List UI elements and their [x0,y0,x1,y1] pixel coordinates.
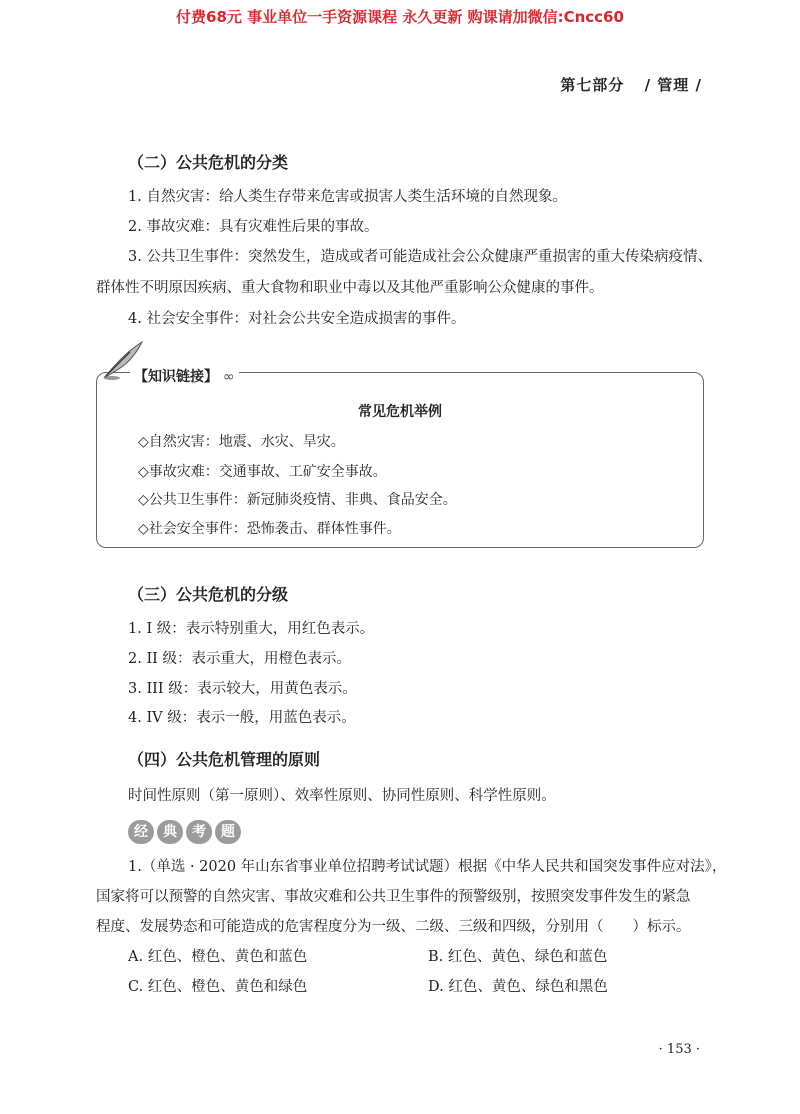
option-c: C. 红色、橙色、黄色和绿色 [128,979,308,995]
list-item: 1. 自然灾害：给人类生存带来危害或损害人类生活环境的自然现象。 [128,189,567,205]
list-item: 2. II 级：表示重大，用橙色表示。 [128,651,352,667]
section-title: （三）公共危机的分级 [128,585,289,604]
option-a: A. 红色、橙色、黄色和蓝色 [128,949,308,965]
list-item: 4. IV 级：表示一般，用蓝色表示。 [128,710,356,726]
section-title: （四）公共危机管理的原则 [128,750,321,769]
section-title: （二）公共危机的分类 [128,153,289,172]
knowledge-label-text: 【知识链接】 [134,369,218,385]
badge-char: 经 [128,820,154,844]
badge-char: 考 [186,820,212,844]
classic-exam-badge [128,820,241,846]
question-line: 1.（单选 · 2020 年山东省事业单位招聘考试试题）根据《中华人民共和国突发事件应对法》， [128,859,727,875]
part-label: 第七部分 [560,76,625,94]
badge-char: 题 [215,820,241,844]
knowledge-label [130,366,239,386]
question-line: 程度、发展势态和可能造成的危害程度分为一级、二级、三级和四级，分别用（ ）标示。 [96,919,691,935]
knowledge-heading: 常见危机举例 [358,404,442,420]
chapter-label: / 管理 / [644,76,702,94]
question-line: 国家将可以预警的自然灾害、事故灾难和公共卫生事件的预警级别，按照突发事件发生的紧急 [96,889,691,905]
page-header [560,74,702,95]
list-item: 2. 事故灾难：具有灾难性后果的事故。 [128,219,379,235]
list-item: 3. 公共卫生事件：突然发生，造成或者可能造成社会公众健康严重损害的重大传染病疫情、 [128,249,712,265]
list-item: 3. III 级：表示较大，用黄色表示。 [128,681,357,697]
badge-char: 典 [157,820,183,844]
list-item: 群体性不明原因疾病、重大食物和职业中毒以及其他严重影响公众健康的事件。 [96,280,604,296]
watermark-banner: 付费68元 事业单位一手资源课程 永久更新 购课请加微信:Cncc60 [176,8,624,26]
paragraph: 时间性原则（第一原则）、效率性原则、协同性原则、科学性原则。 [128,788,556,804]
option-b: B. 红色、黄色、绿色和蓝色 [428,949,608,965]
option-d: D. 红色、黄色、绿色和黑色 [428,979,608,995]
knowledge-item: ◇事故灾难：交通事故、工矿安全事故。 [138,464,387,480]
list-item: 4. 社会安全事件：对社会公共安全造成损害的事件。 [128,311,466,327]
knowledge-item: ◇公共卫生事件：新冠肺炎疫情、非典、食品安全。 [138,492,457,508]
knowledge-item: ◇社会安全事件：恐怖袭击、群体性事件。 [138,521,401,537]
list-item: 1. I 级：表示特别重大，用红色表示。 [128,621,375,637]
knowledge-item: ◇自然灾害：地震、水灾、旱灾。 [138,434,345,450]
page-number: · 153 · [658,1042,700,1057]
chain-link-icon: ∞ [222,369,235,385]
